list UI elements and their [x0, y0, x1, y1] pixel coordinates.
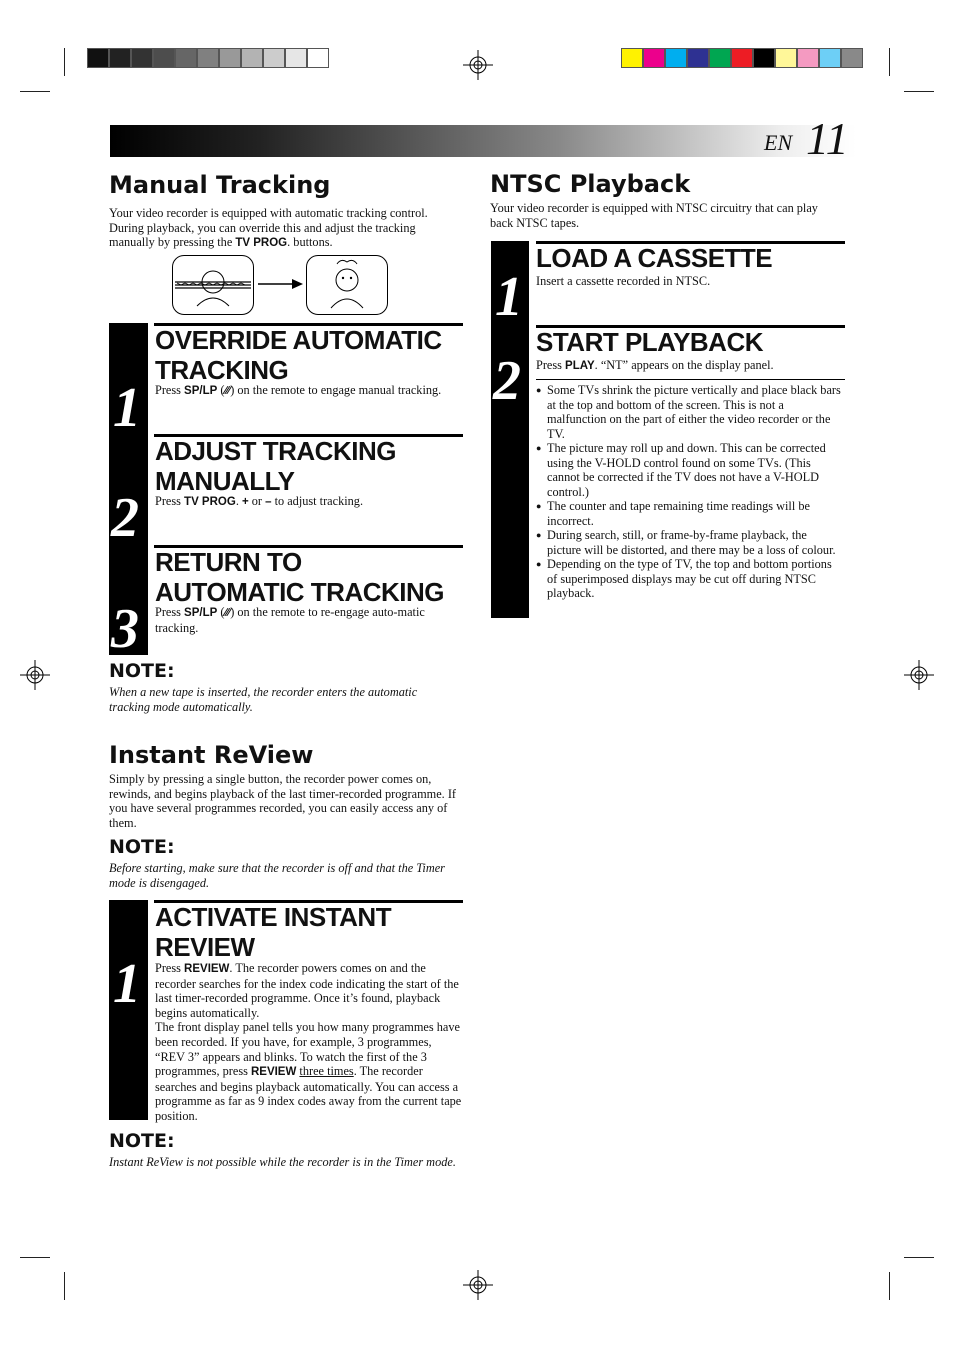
color-swatch	[643, 48, 665, 68]
header-band	[110, 125, 856, 157]
step-instruction: Press SP/LP (∕∕∕) on the remote to re-engage auto-matic tracking.	[155, 605, 425, 635]
list-item: ● Depending on the type of TV, the top and bottom portions of superimposed displays may be cut off during NTSC playback.	[536, 557, 844, 601]
step-instruction: Insert a cassette recorded in NTSC.	[536, 274, 711, 288]
color-swatch	[709, 48, 731, 68]
crop-mark	[64, 1272, 65, 1300]
step-number: 1	[113, 953, 141, 1015]
gray-swatch	[241, 48, 263, 68]
language-label: EN	[764, 130, 793, 155]
color-swatch	[731, 48, 753, 68]
steps-bar	[109, 323, 148, 660]
step-instruction: Press TV PROG. + or – to adjust tracking.	[155, 494, 364, 508]
step-instruction: Press REVIEW. The recorder powers comes on and the recorder searches for the index code indicating the start of the last timer-recorded programme. Once it’s found, playback begins automatically. The front display panel tells you how many programmes have been recorded. If you have, for example, 3 programmes, “REV 3” appears and blinks. To watch the first of the 3 programmes, press REVIEW three times. The recorder searches and begins playback automatically. You can access a programme as far as 9 index codes away from the current tape position.	[155, 961, 462, 1123]
step-title: LOAD A CASSETTE	[536, 243, 773, 273]
tv-clear-picture-icon	[306, 255, 388, 315]
registration-target-icon	[904, 660, 934, 690]
step-title: RETURN TO AUTOMATIC TRACKING	[155, 547, 445, 607]
list-item: ● The counter and tape remaining time readings will be incorrect.	[536, 499, 844, 528]
step-title: ADJUST TRACKING MANUALLY	[155, 436, 396, 496]
step-title: OVERRIDE AUTOMATIC TRACKING	[155, 325, 442, 385]
note-text: Before starting, make sure that the recorder is off and that the Timer mode is disengaged.	[109, 861, 445, 890]
steps-bar	[109, 900, 148, 1120]
tv-distorted-picture-icon	[172, 255, 254, 315]
gray-swatch	[109, 48, 131, 68]
color-swatch	[819, 48, 841, 68]
gray-swatch	[87, 48, 109, 68]
step-instruction: Press SP/LP (∕∕∕) on the remote to engage manual tracking.	[155, 383, 442, 397]
registration-target-icon	[463, 50, 493, 80]
gray-swatch	[263, 48, 285, 68]
note-heading: NOTE:	[109, 836, 175, 858]
step-number: 1	[495, 266, 523, 328]
gray-swatch	[153, 48, 175, 68]
crop-mark	[889, 1272, 890, 1300]
crop-mark	[889, 48, 890, 76]
ntsc-intro: Your video recorder is equipped with NTSC circuitry that can play back NTSC tapes.	[490, 201, 818, 230]
note-text: When a new tape is inserted, the recorder enters the automatic tracking mode automatically.	[109, 685, 418, 714]
manual-tracking-heading: Manual Tracking	[109, 171, 331, 199]
gray-swatch	[307, 48, 329, 68]
color-swatch	[775, 48, 797, 68]
gray-swatch	[197, 48, 219, 68]
color-swatch	[841, 48, 863, 68]
note-heading: NOTE:	[109, 1130, 175, 1152]
color-swatch	[753, 48, 775, 68]
crop-mark	[64, 48, 65, 76]
arrow-right-icon	[258, 278, 304, 290]
gray-swatch	[175, 48, 197, 68]
crop-mark	[20, 91, 50, 92]
gray-swatch	[131, 48, 153, 68]
crop-mark	[904, 91, 934, 92]
registration-target-icon	[20, 660, 50, 690]
step-number: 1	[113, 377, 141, 439]
gray-swatch	[285, 48, 307, 68]
ntsc-playback-heading: NTSC Playback	[490, 170, 691, 198]
step-title: ACTIVATE INSTANT REVIEW	[155, 902, 392, 962]
registration-target-icon	[463, 1270, 493, 1300]
color-swatch	[665, 48, 687, 68]
color-swatch	[797, 48, 819, 68]
crop-mark	[904, 1257, 934, 1258]
step-instruction: Press PLAY. “NT” appears on the display panel.	[536, 358, 774, 372]
list-item: ● The picture may roll up and down. This can be corrected using the V-HOLD control found on some TVs. (This cannot be corrected if the TV does not have a V-HOLD control.)	[536, 441, 844, 499]
gray-swatch	[219, 48, 241, 68]
color-swatch	[621, 48, 643, 68]
step-title: START PLAYBACK	[536, 327, 764, 357]
instant-review-heading: Instant ReView	[109, 741, 314, 769]
color-swatch	[687, 48, 709, 68]
list-item: ● During search, still, or frame-by-frame playback, the picture will be distorted, and there may be a loss of colour.	[536, 528, 844, 557]
manual-tracking-intro: Your video recorder is equipped with automatic tracking control. During playback, you can override this and adjust the tracking manually by pressing the TV PROG. buttons.	[109, 206, 428, 250]
list-item: ● Some TVs shrink the picture vertically and place black bars at the top and bottom of the screen. This is not a malfunction on the part of either the video recorder or the TV.	[536, 383, 844, 441]
steps-bar	[491, 241, 529, 618]
page-number: 11	[806, 113, 849, 164]
divider	[536, 379, 845, 380]
step-number: 2	[493, 350, 521, 412]
note-heading: NOTE:	[109, 660, 175, 682]
instant-review-intro: Simply by pressing a single button, the recorder power comes on, rewinds, and begins playback of the last timer-recorded programme. If you have several programmes recorded, you can easily access any of them.	[109, 772, 457, 830]
note-text: Instant ReView is not possible while the recorder is in the Timer mode.	[109, 1155, 456, 1169]
crop-mark	[20, 1257, 50, 1258]
step-number: 2	[111, 487, 139, 549]
step-number: 3	[111, 598, 139, 660]
ntsc-notes-list	[536, 383, 844, 601]
